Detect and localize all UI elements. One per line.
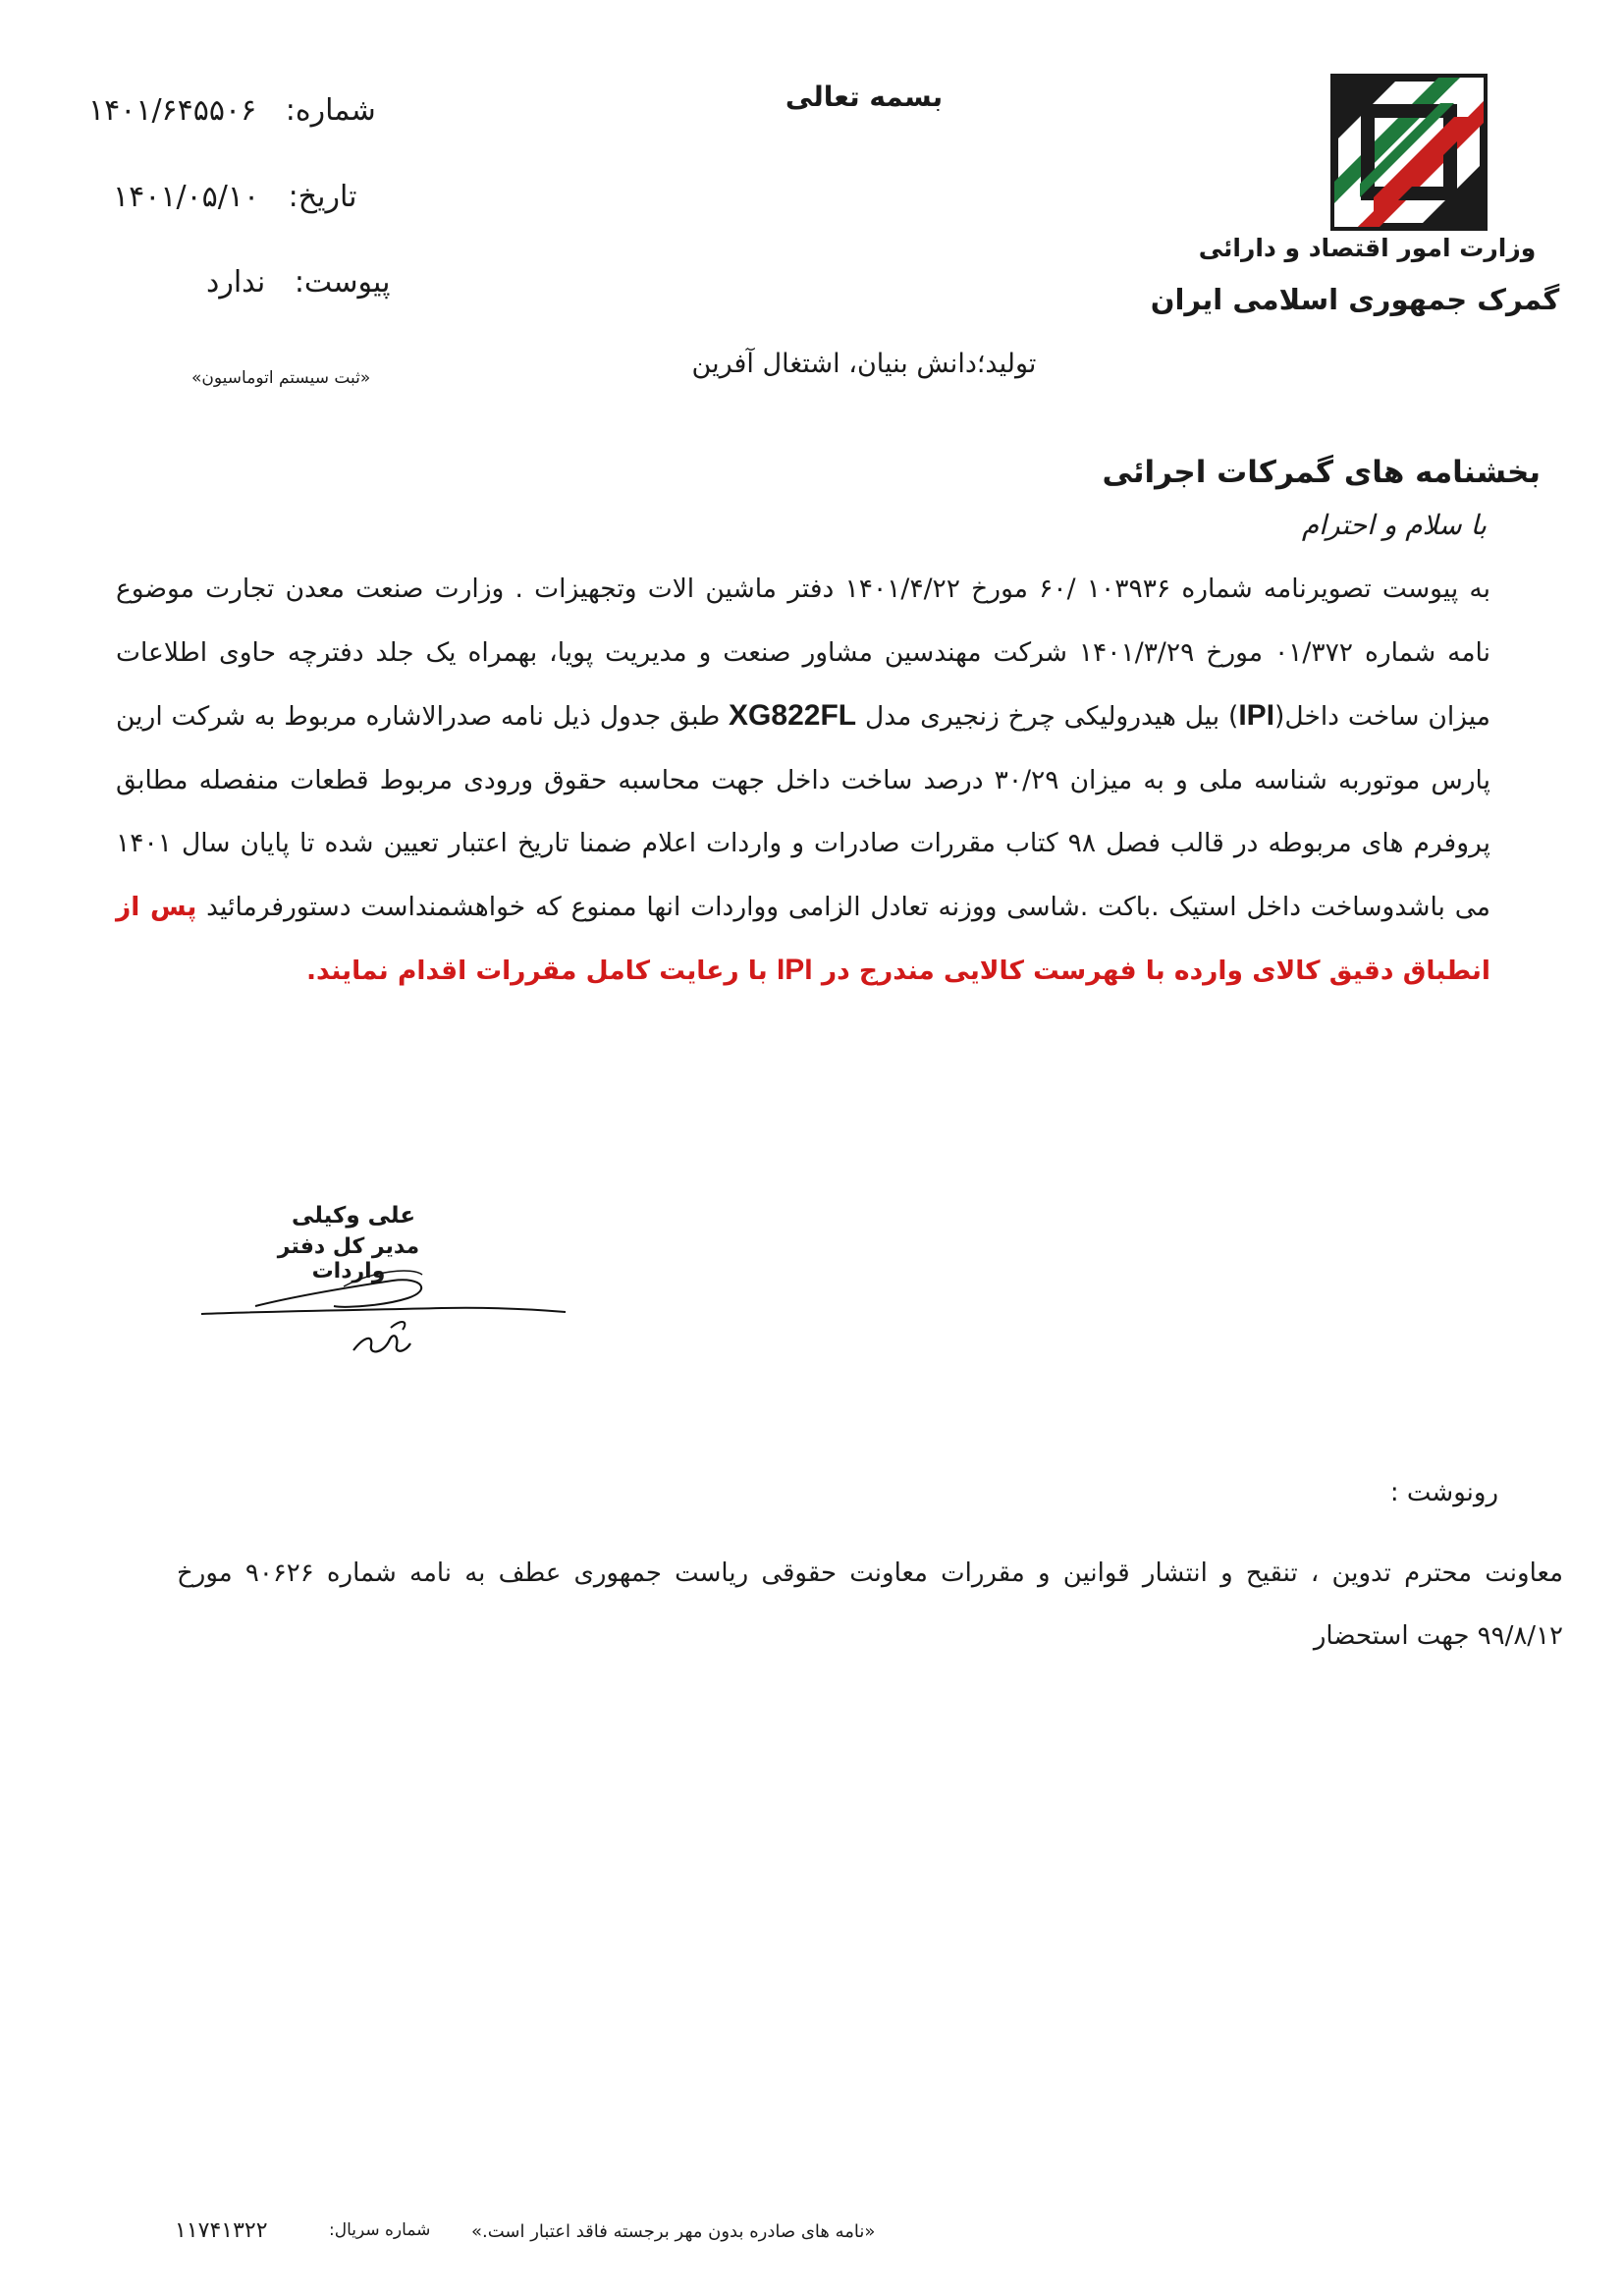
- number-value: ۱۴۰۱/۶۴۵۵۰۶: [88, 93, 257, 128]
- letter-number: [88, 93, 376, 128]
- letter-body: [116, 558, 1490, 1004]
- cc-label: رونوشت :: [1389, 1478, 1498, 1507]
- date-value: ۱۴۰۱/۰۵/۱۰: [113, 180, 260, 214]
- highlight-text-2: با رعایت کامل مقررات اقدام نمایند.: [305, 956, 777, 986]
- serial-value: ۱۱۷۴۱۳۲۲: [175, 2218, 268, 2243]
- attachment-label: پیوست:: [294, 265, 391, 300]
- letter-attachment: [206, 265, 390, 300]
- footer-validity-note: «نامه های صادره بدون مهر برجسته فاقد اعتبار است.»: [471, 2221, 876, 2242]
- customs-logo: [1330, 74, 1488, 231]
- bismillah-heading: بسمه تعالی: [785, 81, 944, 113]
- date-label: تاریخ:: [288, 180, 357, 214]
- automation-registration-note: «ثبت سیستم اتوماسیون»: [191, 368, 371, 388]
- body-text-1: به پیوست تصویرنامه شماره ۱۰۳۹۳۶ /۶۰ مورخ ۱۴۰۱/۴/۲۲ دفتر ماشین الات وتجهیزات . وزارت صنعت معدن تجارت موضوع نامه شماره ۰۱/۳۷۲ مورخ ۱۴۰۱/۳/۲۹ شرکت مهندسین مشاور صنعت و مدیریت پویا، بهمراه یک جلد دفترچه حاوی اطلاعات میزان ساخت داخل(: [116, 574, 1490, 732]
- signer-title: مدیر کل دفتر واردات: [277, 1234, 420, 1284]
- body-text-3: طبق جدول ذیل نامه صدرالاشاره مربوط به شرکت ارین پارس موتوربه شناسه ملی و به میزان ۳۰/۲۹ درصد ساخت داخل جهت محاسبه حقوق ورودی مربوط قطعات منفصله مطابق پروفرم های مربوطه در قالب فصل ۹۸ کتاب مقررات صادرات و واردات اعلام ضمنا تاریخ اعتبار تعیین شده تا پایان سال ۱۴۰۱ می باشدوساخت داخل استیک .باکت .شاسی ووزنه تعادل الزامی وواردات انها ممنوع که خواهشمنداست دستورفرمائید: [116, 701, 1491, 922]
- number-label: شماره:: [285, 93, 376, 128]
- letter-date: [113, 180, 356, 214]
- ipi-term: IPI: [1238, 699, 1275, 732]
- customs-name: گمرک جمهوری اسلامی ایران: [1150, 283, 1560, 316]
- highlight-text-1: پس از انطباق دقیق کالای وارده با فهرست کالایی مندرج در: [116, 891, 1490, 986]
- model-code: XG822FL: [729, 699, 857, 732]
- attachment-value: ندارد: [206, 265, 266, 300]
- cc-text: معاونت محترم تدوین ، تنقیح و انتشار قوانین و مقررات معاونت حقوقی ریاست جمهوری عطف به نامه شماره ۹۰۶۲۶ مورخ ۹۹/۸/۱۲ جهت استحضار: [177, 1558, 1563, 1651]
- ministry-name: وزارت امور اقتصاد و دارائی: [1198, 234, 1537, 262]
- greeting: با سلام و احترام: [1301, 509, 1487, 541]
- highlight-ipi: IPI: [776, 954, 813, 986]
- serial-label: شماره سریال:: [329, 2220, 431, 2240]
- circular-title: بخشنامه های گمرکات اجرائی: [1102, 455, 1541, 490]
- body-text-2: ) بیل هیدرولیکی چرخ زنجیری مدل: [856, 701, 1239, 732]
- slogan: تولید؛دانش بنیان، اشتغال آفرین: [691, 349, 1037, 379]
- signer-name: علی وکیلی: [291, 1203, 416, 1229]
- handwritten-signature: [196, 1257, 569, 1370]
